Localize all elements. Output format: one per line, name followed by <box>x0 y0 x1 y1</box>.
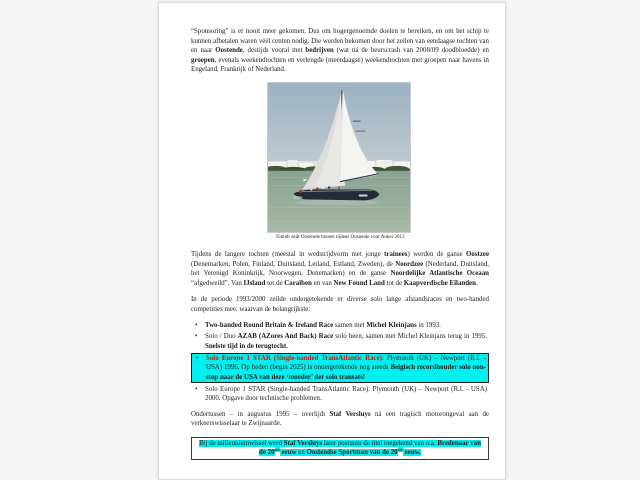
bow-foam <box>293 195 303 198</box>
wake <box>296 199 379 205</box>
paragraph-ondertussen: Ondertussen – in augustus 1995 – overlijdt Staf Versluys ná een tragisch motorongeval aan de verkeerswisselaar te Zwijnaarde. <box>191 410 489 427</box>
photo-caption: Tomidi zeilt Oostende binnen tijdens Oostende voor Anker 2012 <box>275 234 405 240</box>
sail-insignia <box>356 130 366 132</box>
document-page <box>158 2 506 480</box>
titles-box <box>191 437 489 460</box>
paragraph-tochten: Tijdens de langere tochten (meestal in wedstrijdvorm met jonge trainees) werden de ganse Oostzee (Denemarken, Polen, Finland, Duitsland, Letland, Estland, Zweden), de Noordzee (Nederland, Duitsland, het Verenigd Koninkrijk, Noorwegen, Denemarken) en de ganse Noordelijke Atlantische Oceaan “afgedweild”. Van IJsland tot de Caraïben en van New Found Land tot de Kaapverdische Eilanden. <box>191 251 490 287</box>
race-item-ostar-2000: • Solo Europe 1 STAR (Single-handed TransAtlantic Race): Plymouth (UK) – Newport (R.I. - USA) 2000. Opgave door technische problemen. <box>191 385 489 404</box>
races-list <box>191 321 489 404</box>
sailboat-photo <box>267 82 411 233</box>
paragraph-sponsoring: “Sponsoring” is er nooit meer gekomen. Dus om hogergenoemde doelen te bereiken, en om het schip te kunnen afbetalen waren véél centen nodig. Die werden bekomen door het zeilen van eendaagse tochten van en naar Oostende, destijds vooral met bedrijven (wat ná de beurscrash van 2008/09 doodbloedde) en groepen, evenals weekendtochten en verlengde (meerdaagse) weekendtochten met groepen naar havens in Engeland, Frankrijk of Nederland. <box>191 28 489 73</box>
race-item-ostar-1996-highlighted: • Solo Europe 1 STAR (Single-handed TransAtlantic Race): Plymouth (UK) – Newport (R.I. - USA) 1996. Op heden (begin 2025) is ondergetekende nog steeds Belgisch recordhouder solo non-stop naar de USA van deze ‘moeder’ der solo transats! <box>191 353 489 384</box>
sail-number <box>353 120 361 121</box>
page-content <box>159 3 505 470</box>
race-item-azab: • Solo / Duo AZAB (AZores And Back) Race solo heen, samen met Michel Kleinjans terug in 1995. Snelste tijd in de terugtocht. <box>191 332 489 351</box>
stern-marking <box>359 194 368 196</box>
paragraph-periode: In de periode 1993/2000 zeilde ondergetekende er diverse solo lange afstandsraces en two-handed competities mee, waarvan de belangrijkste: <box>191 296 489 313</box>
sailboat-figure <box>267 82 413 242</box>
race-item-round-britain: • Two-handed Round Britain & Ireland Race samen met Michel Kleinjans in 1993. <box>191 321 489 331</box>
titles-box-text: Bij de millenniumwissel werd Staf Versluys later postuum de titel toegekend van o.a. Bredenaar van de 20ste eeuw en Oostendse Sportman van de 20ste eeuw. <box>199 440 481 456</box>
